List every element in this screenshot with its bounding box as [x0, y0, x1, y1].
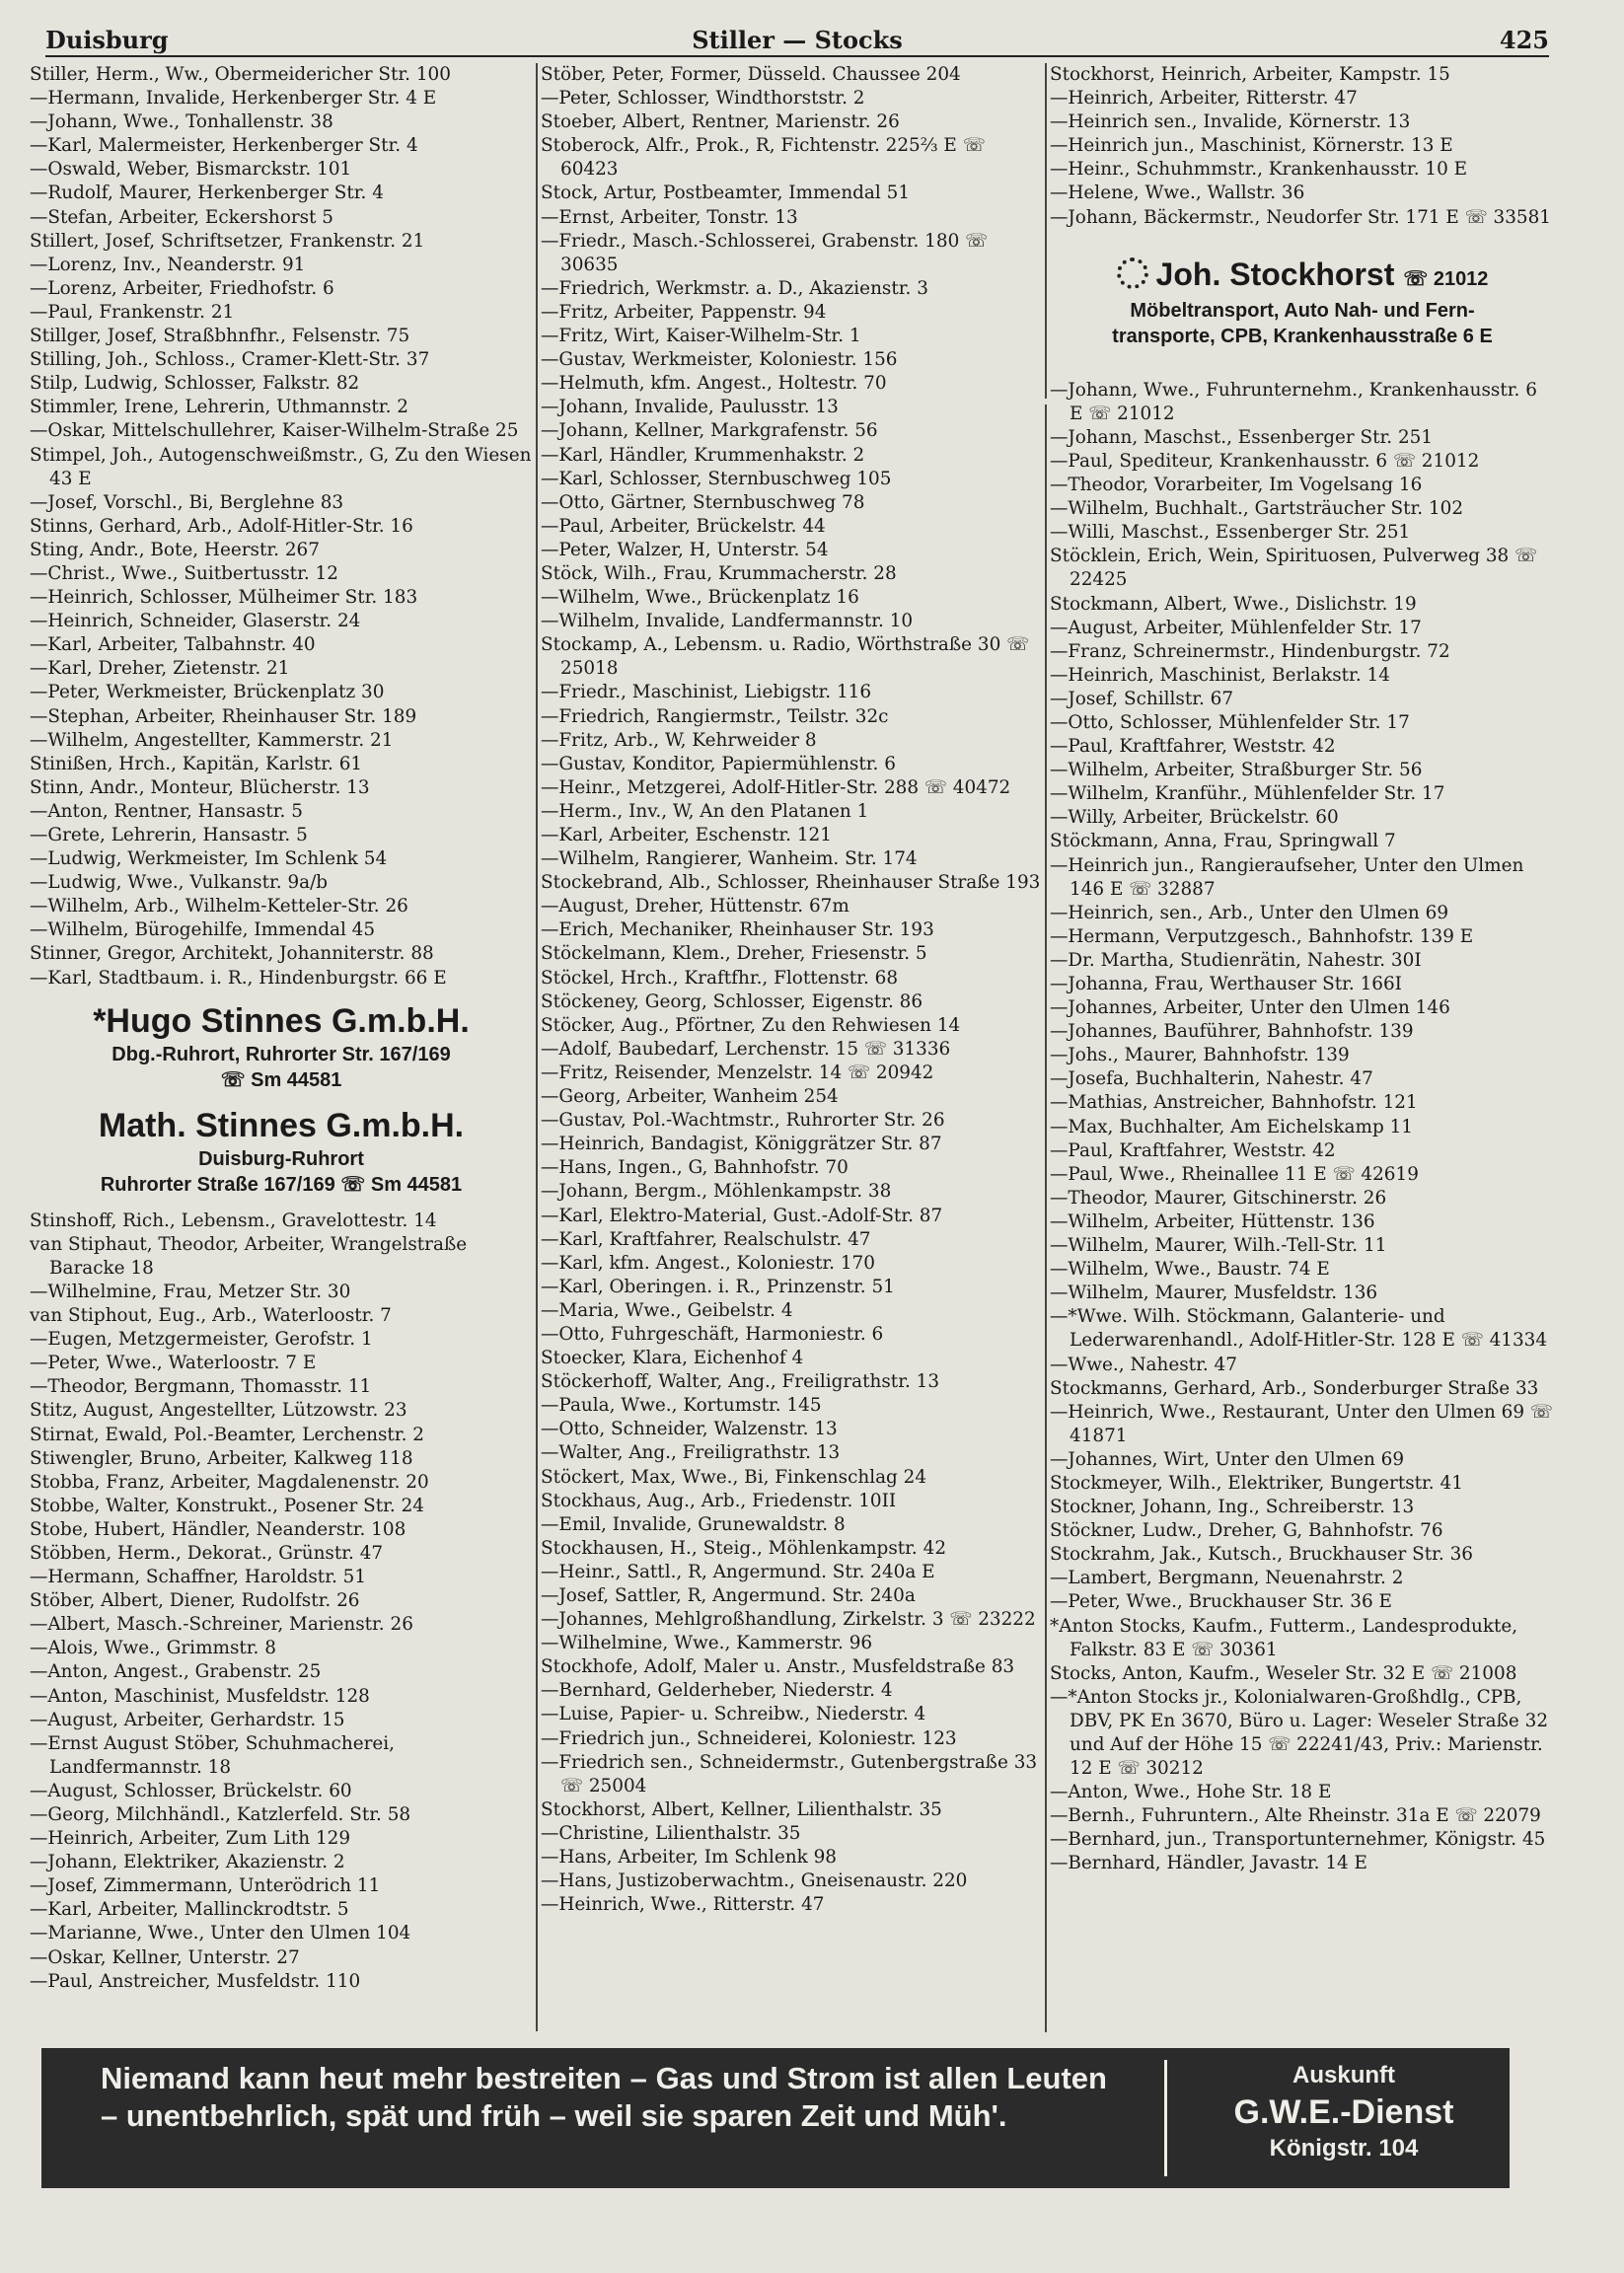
- directory-entry: Sting, Andr., Bote, Heerstr. 267: [30, 539, 320, 560]
- directory-entry: —Heinrich jun., Rangieraufseher, Unter den Ulmen 146 E ☏ 32887: [1050, 854, 1524, 900]
- directory-entry: —Wilhelm, Arbeiter, Straßburger Str. 56: [1050, 760, 1423, 781]
- directory-entry: —Johann, Wwe., Tonhallenstr. 38: [30, 111, 333, 133]
- directory-entry: —Johann, Maschst., Essenberger Str. 251: [1050, 426, 1434, 448]
- directory-entry: —Paul, Frankenstr. 21: [30, 301, 235, 323]
- directory-entry: —Josef, Schillstr. 67: [1050, 688, 1234, 709]
- directory-entry: —Johann, Bäckermstr., Neudorfer Str. 171 E ☏ 33581: [1050, 206, 1551, 228]
- directory-entry: —Hermann, Invalide, Herkenberger Str. 4 E: [30, 88, 437, 110]
- directory-entry: —Gustav, Werkmeister, Koloniestr. 156: [541, 349, 898, 371]
- ad-company-name: *Hugo Stinnes G.m.b.H.: [93, 1001, 470, 1040]
- directory-entry: —Grete, Lehrerin, Hansastr. 5: [30, 825, 308, 845]
- entry-list: [30, 63, 533, 990]
- header-range: Stiller — Stocks: [692, 26, 903, 54]
- directory-entry: —Paul, Anstreicher, Musfeldstr. 110: [30, 1970, 361, 1992]
- directory-entry: —Alois, Wwe., Grimmstr. 8: [30, 1638, 276, 1659]
- directory-entry: —Helene, Wwe., Wallstr. 36: [1050, 183, 1305, 204]
- directory-entry: —Erich, Mechaniker, Rheinhauser Str. 193: [541, 919, 934, 941]
- footer-box-service: G.W.E.-Dienst: [1233, 2093, 1454, 2131]
- directory-entry: Stirnat, Ewald, Pol.-Beamter, Lerchenstr. 2: [30, 1424, 424, 1445]
- directory-entry: —Gustav, Konditor, Papiermühlenstr. 6: [541, 753, 896, 774]
- directory-entry: Stöbben, Herm., Dekorat., Grünstr. 47: [30, 1542, 384, 1564]
- directory-entry: —Johannes, Mehlgroßhandlung, Zirkelstr. 3 ☏ 23222: [541, 1609, 1036, 1631]
- directory-entry: —Oskar, Mittelschullehrer, Kaiser-Wilhelm-Straße 25: [30, 420, 519, 442]
- directory-entry: —Josef, Sattler, R, Angermund. Str. 240a: [541, 1585, 916, 1606]
- directory-entry: —Johann, Kellner, Markgrafenstr. 56: [541, 420, 878, 442]
- directory-entry: —August, Dreher, Hüttenstr. 67m: [541, 896, 849, 917]
- directory-entry: —Bernhard, Händler, Javastr. 14 E: [1050, 1853, 1367, 1874]
- directory-entry: —Albert, Masch.-Schreiner, Marienstr. 26: [30, 1614, 413, 1636]
- directory-entry: —Wilhelm, Maurer, Musfeldstr. 136: [1050, 1283, 1378, 1304]
- directory-entry: Stimmler, Irene, Lehrerin, Uthmannstr. 2: [30, 397, 408, 418]
- directory-entry: —Wilhelmine, Frau, Metzer Str. 30: [30, 1281, 351, 1302]
- directory-entry: —Hans, Arbeiter, Im Schlenk 98: [541, 1847, 838, 1869]
- directory-entry: —Ernst August Stöber, Schuhmacherei, Landfermannstr. 18: [30, 1732, 395, 1778]
- directory-entry: —Ludwig, Wwe., Vulkanstr. 9a/b: [30, 872, 329, 894]
- directory-entry: Stockamp, A., Lebensm. u. Radio, Wörthstraße 30 ☏ 25018: [541, 634, 1030, 680]
- directory-entry: —Josef, Vorschl., Bi, Berglehne 83: [30, 491, 344, 513]
- directory-entry: —Otto, Schlosser, Mühlenfelder Str. 17: [1050, 711, 1410, 733]
- directory-entry: Stoberock, Alfr., Prok., R, Fichtenstr. 225⅔ E ☏ 60423: [541, 135, 986, 181]
- directory-entry: —Wilhelm, Wwe., Baustr. 74 E: [1050, 1259, 1330, 1281]
- directory-entry: —Karl, Händler, Krummenhakstr. 2: [541, 444, 865, 466]
- directory-entry: Stiwengler, Bruno, Arbeiter, Kalkweg 118: [30, 1447, 413, 1469]
- directory-entry: Stockhausen, H., Steig., Möhlenkampstr. 42: [541, 1537, 947, 1559]
- directory-entry: —Anton, Angest., Grabenstr. 25: [30, 1661, 322, 1683]
- ad-hugo-stinnes: [30, 1000, 533, 1093]
- directory-entry: —Heinrich sen., Invalide, Körnerstr. 13: [1050, 111, 1411, 133]
- directory-entry: —Karl, Dreher, Zietenstr. 21: [30, 658, 290, 680]
- entry-list: [1050, 63, 1555, 230]
- directory-entry: —Johann, Wwe., Fuhrunternehm., Krankenhausstr. 6 E ☏ 21012: [1050, 379, 1537, 424]
- directory-entry: —Johannes, Wirt, Unter den Ulmen 69: [1050, 1448, 1405, 1470]
- footer-box-title: Auskunft: [1292, 2062, 1395, 2089]
- ad-line: transporte, CPB, Krankenhausstraße 6 E: [1112, 325, 1493, 347]
- directory-entry: —Peter, Wwe., Waterloostr. 7 E: [30, 1353, 317, 1374]
- directory-entry: —Heinrich, Schlosser, Mülheimer Str. 183: [30, 587, 418, 609]
- directory-entry: —Wilhelm, Maurer, Wilh.-Tell-Str. 11: [1050, 1235, 1387, 1257]
- directory-entry: —Hermann, Verputzgesch., Bahnhofstr. 139 E: [1050, 925, 1474, 947]
- column-divider: [1045, 63, 1047, 399]
- directory-entry: —Max, Buchhalter, Am Eichelskamp 11: [1050, 1116, 1413, 1137]
- directory-entry: —Friedrich sen., Schneidermstr., Gutenbergstraße 33 ☏ 25004: [541, 1751, 1038, 1796]
- directory-entry: —Herm., Inv., W, An den Platanen 1: [541, 800, 869, 822]
- directory-entry: —Heinrich jun., Maschinist, Körnerstr. 13 E: [1050, 135, 1453, 157]
- directory-entry: —Paul, Arbeiter, Brückelstr. 44: [541, 515, 826, 537]
- directory-entry: —Fritz, Wirt, Kaiser-Wilhelm-Str. 1: [541, 326, 861, 347]
- directory-entry: —Friedrich, Werkmstr. a. D., Akazienstr. 3: [541, 277, 928, 299]
- directory-entry: —Friedr., Masch.-Schlosserei, Grabenstr. 180 ☏ 30635: [541, 230, 989, 275]
- directory-entry: Stöckelmann, Klem., Dreher, Friesenstr. 5: [541, 943, 927, 965]
- directory-entry: Stoeber, Albert, Rentner, Marienstr. 26: [541, 111, 900, 133]
- directory-entry: Stoecker, Klara, Eichenhof 4: [541, 1348, 804, 1369]
- directory-entry: —Otto, Gärtner, Sternbuschweg 78: [541, 491, 865, 513]
- directory-entry: —Karl, Oberingen. i. R., Prinzenstr. 51: [541, 1276, 895, 1297]
- directory-entry: —Lambert, Bergmann, Neuenahrstr. 2: [1050, 1568, 1404, 1589]
- directory-entry: —Heinrich, Arbeiter, Zum Lith 129: [30, 1828, 351, 1850]
- directory-entry: —Theodor, Maurer, Gitschinerstr. 26: [1050, 1187, 1387, 1209]
- directory-entry: —Heinrich, Arbeiter, Ritterstr. 47: [1050, 88, 1358, 110]
- directory-entry: Stockhaus, Aug., Arb., Friedenstr. 10II: [541, 1490, 897, 1511]
- directory-entry: Stöcker, Aug., Pförtner, Zu den Rehwiesen 14: [541, 1014, 961, 1036]
- directory-entry: Stockmann, Albert, Wwe., Dislichstr. 19: [1050, 593, 1417, 615]
- ad-address: Dbg.-Ruhrort, Ruhrorter Str. 167/169: [111, 1043, 451, 1065]
- directory-entry: —Paul, Kraftfahrer, Weststr. 42: [1050, 1139, 1336, 1161]
- directory-entry: —Johann, Bergm., Möhlenkampstr. 38: [541, 1181, 892, 1203]
- directory-entry: —Lorenz, Inv., Neanderstr. 91: [30, 254, 306, 275]
- directory-entry: —Marianne, Wwe., Unter den Ulmen 104: [30, 1923, 411, 1944]
- directory-entry: Stockhorst, Albert, Kellner, Lilienthalstr. 35: [541, 1798, 942, 1820]
- directory-entry: —Wilhelm, Bürogehilfe, Immendal 45: [30, 919, 376, 941]
- directory-entry: —Adolf, Baubedarf, Lerchenstr. 15 ☏ 31336: [541, 1038, 951, 1060]
- directory-entry: —Fritz, Arbeiter, Pappenstr. 94: [541, 301, 827, 323]
- directory-entry: Stöber, Peter, Former, Düsseld. Chaussee 204: [541, 64, 961, 85]
- directory-entry: —Stefan, Arbeiter, Eckershorst 5: [30, 206, 333, 228]
- directory-entry: —Heinrich, Bandagist, Königgrätzer Str. 87: [541, 1134, 942, 1155]
- directory-entry: —Karl, Kraftfahrer, Realschulstr. 47: [541, 1228, 871, 1250]
- directory-entry: Stillert, Josef, Schriftsetzer, Frankenstr. 21: [30, 230, 425, 252]
- directory-entry: —Eugen, Metzgermeister, Gerofstr. 1: [30, 1329, 373, 1351]
- directory-entry: Stilling, Joh., Schloss., Cramer-Klett-Str. 37: [30, 349, 430, 371]
- directory-entry: Stockmanns, Gerhard, Arb., Sonderburger Straße 33: [1050, 1377, 1539, 1399]
- directory-entry: —Paul, Spediteur, Krankenhausstr. 6 ☏ 21012: [1050, 450, 1480, 472]
- directory-entry: Stinner, Gregor, Architekt, Johanniterstr. 88: [30, 943, 434, 965]
- directory-entry: —Dr. Martha, Studienrätin, Nahestr. 30I: [1050, 949, 1422, 971]
- column-2: [541, 63, 1042, 2042]
- directory-entry: —Karl, Elektro-Material, Gust.-Adolf-Str. 87: [541, 1205, 943, 1226]
- directory-entry: —Maria, Wwe., Geibelstr. 4: [541, 1299, 793, 1321]
- directory-entry: —Johannes, Arbeiter, Unter den Ulmen 146: [1050, 997, 1450, 1019]
- directory-entry: —Friedrich, Rangiermstr., Teilstr. 32c: [541, 705, 889, 727]
- directory-entry: —Karl, Arbeiter, Mallinckrodtstr. 5: [30, 1899, 349, 1921]
- directory-entry: —Helmuth, kfm. Angest., Holtestr. 70: [541, 373, 887, 395]
- directory-entry: van Stiphaut, Theodor, Arbeiter, Wrangelstraße Baracke 18: [30, 1233, 468, 1279]
- footer-divider: [1164, 2060, 1167, 2176]
- directory-entry: —Georg, Arbeiter, Wanheim 254: [541, 1086, 839, 1108]
- directory-entry: —Wilhelm, Invalide, Landfermannstr. 10: [541, 611, 914, 632]
- directory-entry: —Wilhelm, Buchhalt., Gartsträucher Str. 102: [1050, 498, 1464, 520]
- page-number: 425: [1499, 26, 1549, 54]
- directory-entry: Stöckert, Max, Wwe., Bi, Finkenschlag 24: [541, 1466, 927, 1488]
- directory-entry: —Peter, Werkmeister, Brückenplatz 30: [30, 682, 385, 703]
- directory-entry: —Wilhelm, Wwe., Brückenplatz 16: [541, 587, 859, 609]
- directory-entry: —Heinrich, Schneider, Glaserstr. 24: [30, 611, 361, 632]
- directory-entry: —Gustav, Pol.-Wachtmstr., Ruhrorter Str. 26: [541, 1110, 945, 1132]
- directory-entry: —Wilhelm, Arb., Wilhelm-Ketteler-Str. 26: [30, 896, 408, 917]
- directory-entry: —Theodor, Bergmann, Thomasstr. 11: [30, 1376, 372, 1398]
- directory-entry: —Otto, Schneider, Walzenstr. 13: [541, 1419, 838, 1440]
- ad-phone: ☏ 21012: [1403, 267, 1489, 290]
- directory-entry: —Johann, Invalide, Paulusstr. 13: [541, 397, 839, 418]
- directory-entry: —Friedrich jun., Schneiderei, Koloniestr. 123: [541, 1727, 957, 1749]
- directory-entry: van Stiphout, Eug., Arb., Waterloostr. 7: [30, 1305, 392, 1327]
- directory-entry: —Theodor, Vorarbeiter, Im Vogelsang 16: [1050, 475, 1423, 496]
- directory-entry: Stöckeney, Georg, Schlosser, Eigenstr. 86: [541, 990, 923, 1012]
- directory-entry: —Johs., Maurer, Bahnhofstr. 139: [1050, 1045, 1350, 1066]
- directory-entry: —Ernst, Arbeiter, Tonstr. 13: [541, 206, 798, 228]
- directory-entry: —Wilhelm, Kranführ., Mühlenfelder Str. 17: [1050, 783, 1445, 805]
- directory-entry: —Fritz, Arb., W, Kehrweider 8: [541, 729, 817, 751]
- directory-entry: Stöck, Wilh., Frau, Krummacherstr. 28: [541, 562, 897, 584]
- directory-entry: Stinn, Andr., Monteur, Blücherstr. 13: [30, 776, 370, 798]
- directory-entry: —Heinr., Metzgerei, Adolf-Hitler-Str. 288 ☏ 40472: [541, 776, 1011, 798]
- logo-ring-icon: [1117, 257, 1148, 289]
- directory-entry: —Peter, Schlosser, Windthorststr. 2: [541, 88, 865, 110]
- directory-entry: —Wilhelm, Arbeiter, Hüttenstr. 136: [1050, 1210, 1375, 1232]
- directory-entry: —Emil, Invalide, Grunewaldstr. 8: [541, 1513, 846, 1535]
- directory-entry: Stillger, Josef, Straßbhnfhr., Felsenstr. 75: [30, 326, 410, 347]
- directory-entry: —Willy, Arbeiter, Brückelstr. 60: [1050, 807, 1339, 829]
- directory-entry: —Johannes, Bauführer, Bahnhofstr. 139: [1050, 1021, 1414, 1043]
- directory-entry: —Wwe., Nahestr. 47: [1050, 1354, 1237, 1375]
- directory-entry: Stockhorst, Heinrich, Arbeiter, Kampstr. 15: [1050, 64, 1450, 85]
- directory-entry: —Wilhelm, Angestellter, Kammerstr. 21: [30, 729, 394, 751]
- directory-entry: —Johanna, Frau, Werthauser Str. 166I: [1050, 974, 1402, 994]
- directory-entry: —Heinr., Sattl., R, Angermund. Str. 240a E: [541, 1561, 935, 1582]
- ad-company-name: Joh. Stockhorst: [1155, 256, 1395, 292]
- directory-entry: —August, Schlosser, Brückelstr. 60: [30, 1780, 352, 1801]
- directory-entry: —Christine, Lilienthalstr. 35: [541, 1822, 801, 1844]
- directory-entry: —August, Arbeiter, Mühlenfelder Str. 17: [1050, 617, 1422, 638]
- directory-entry: —Otto, Fuhrgeschäft, Harmoniestr. 6: [541, 1323, 884, 1345]
- directory-entry: Stocks, Anton, Kaufm., Weseler Str. 32 E ☏ 21008: [1050, 1662, 1517, 1684]
- directory-entry: —Christ., Wwe., Suitbertusstr. 12: [30, 562, 338, 584]
- directory-entry: Stinns, Gerhard, Arb., Adolf-Hitler-Str. 16: [30, 515, 413, 537]
- directory-entry: —Ludwig, Werkmeister, Im Schlenk 54: [30, 848, 388, 870]
- footer-box-address: Königstr. 104: [1269, 2135, 1419, 2162]
- directory-entry: Stöckner, Ludw., Dreher, G, Bahnhofstr. 76: [1050, 1520, 1443, 1542]
- column-divider: [1045, 404, 1047, 2032]
- directory-entry: —Wilhelm, Rangierer, Wanheim. Str. 174: [541, 848, 918, 870]
- directory-entry: —Georg, Milchhändl., Katzlerfeld. Str. 58: [30, 1804, 411, 1825]
- directory-entry: Stockner, Johann, Ing., Schreiberstr. 13: [1050, 1497, 1415, 1518]
- directory-entry: —Oskar, Kellner, Unterstr. 27: [30, 1946, 300, 1968]
- directory-entry: —Mathias, Anstreicher, Bahnhofstr. 121: [1050, 1092, 1418, 1114]
- directory-entry: —Josef, Zimmermann, Unterödrich 11: [30, 1875, 381, 1897]
- ad-phone: ☏ Sm 44581: [220, 1068, 342, 1091]
- directory-entry: —Josefa, Buchhalterin, Nahestr. 47: [1050, 1068, 1373, 1090]
- directory-entry: —Heinrich, Wwe., Restaurant, Unter den Ulmen 69 ☏ 41871: [1050, 1401, 1553, 1446]
- directory-entry: —Anton, Wwe., Hohe Str. 18 E: [1050, 1782, 1332, 1803]
- ad-company-name: Math. Stinnes G.m.b.H.: [98, 1106, 465, 1144]
- directory-entry: —Anton, Rentner, Hansastr. 5: [30, 800, 303, 822]
- column-divider: [536, 63, 538, 2031]
- directory-entry: —Lorenz, Arbeiter, Friedhofstr. 6: [30, 277, 334, 299]
- directory-entry: *Anton Stocks, Kaufm., Futterm., Landesprodukte, Falkstr. 83 E ☏ 30361: [1050, 1615, 1518, 1660]
- directory-entry: —*Anton Stocks jr., Kolonialwaren-Großhdlg., CPB, DBV, PK En 3670, Büro u. Lager: Weseler Straße 32 und Auf der Höhe 15 ☏ 22241/43, Priv.: Marienstr. 12 E ☏ 30212: [1050, 1686, 1549, 1780]
- directory-entry: Stöckerhoff, Walter, Ang., Freiligrathstr. 13: [541, 1371, 940, 1393]
- directory-entry: —Luise, Papier- u. Schreibw., Niederstr. 4: [541, 1704, 926, 1725]
- directory-entry: —Fritz, Reisender, Menzelstr. 14 ☏ 20942: [541, 1062, 934, 1083]
- directory-entry: —Franz, Schreinermstr., Hindenburgstr. 72: [1050, 640, 1450, 662]
- directory-entry: —Karl, kfm. Angest., Koloniestr. 170: [541, 1252, 875, 1274]
- directory-entry: Stöckmann, Anna, Frau, Springwall 7: [1050, 831, 1396, 852]
- directory-entry: —Stephan, Arbeiter, Rheinhauser Str. 189: [30, 705, 417, 727]
- directory-entry: —Paula, Wwe., Kortumstr. 145: [541, 1395, 822, 1417]
- directory-entry: —Karl, Arbeiter, Talbahnstr. 40: [30, 634, 316, 656]
- directory-entry: Stobbe, Walter, Konstrukt., Posener Str. 24: [30, 1495, 425, 1516]
- ad-city: Duisburg-Ruhrort: [198, 1147, 364, 1170]
- directory-entry: —August, Arbeiter, Gerhardstr. 15: [30, 1709, 345, 1730]
- directory-entry: —Hans, Ingen., G, Bahnhofstr. 70: [541, 1157, 849, 1179]
- ad-address: Ruhrorter Straße 167/169 ☏ Sm 44581: [100, 1173, 463, 1196]
- footer-advert: [41, 2048, 1510, 2188]
- directory-entry: Stobba, Franz, Arbeiter, Magdalenenstr. 20: [30, 1471, 429, 1493]
- directory-entry: —Karl, Arbeiter, Eschenstr. 121: [541, 825, 832, 845]
- ad-line: Möbeltransport, Auto Nah- und Fern-: [1130, 299, 1475, 322]
- directory-entry: —*Wwe. Wilh. Stöckmann, Galanterie- und Lederwarenhandl., Adolf-Hitler-Str. 128 E ☏ 41334: [1050, 1306, 1548, 1352]
- directory-entry: Stiller, Herm., Ww., Obermeidericher Str. 100: [30, 64, 451, 85]
- directory-entry: —Walter, Ang., Freiligrathstr. 13: [541, 1442, 841, 1464]
- directory-entry: —Johann, Elektriker, Akazienstr. 2: [30, 1852, 345, 1873]
- header-city: Duisburg: [45, 26, 169, 54]
- directory-entry: Stock, Artur, Postbeamter, Immendal 51: [541, 183, 911, 204]
- directory-entry: —Wilhelmine, Wwe., Kammerstr. 96: [541, 1633, 873, 1654]
- directory-entry: —Bernhard, jun., Transportunternehmer, Königstr. 45: [1050, 1829, 1546, 1851]
- directory-entry: Stockmeyer, Wilh., Elektriker, Bungertstr. 41: [1050, 1472, 1463, 1494]
- directory-entry: —Heinrich, sen., Arb., Unter den Ulmen 69: [1050, 902, 1449, 923]
- directory-entry: Stöcklein, Erich, Wein, Spirituosen, Pulverweg 38 ☏ 22425: [1050, 546, 1538, 591]
- directory-entry: —Paul, Wwe., Rheinallee 11 E ☏ 42619: [1050, 1163, 1419, 1185]
- entry-list: [30, 1210, 533, 1994]
- directory-entry: —Peter, Walzer, H, Unterstr. 54: [541, 539, 829, 560]
- directory-entry: Stilp, Ludwig, Schlosser, Falkstr. 82: [30, 373, 360, 395]
- directory-entry: Stimpel, Joh., Autogenschweißmstr., G, Zu den Wiesen 43 E: [30, 444, 532, 489]
- directory-entry: —Heinrich, Wwe., Ritterstr. 47: [541, 1894, 825, 1916]
- directory-entry: —Hans, Justizoberwachtm., Gneisenaustr. 220: [541, 1870, 968, 1892]
- directory-entry: Stockrahm, Jak., Kutsch., Bruckhauser Str. 36: [1050, 1544, 1473, 1566]
- directory-entry: —Hermann, Schaffner, Haroldstr. 51: [30, 1567, 367, 1588]
- directory-entry: —Willi, Maschst., Essenberger Str. 251: [1050, 522, 1411, 544]
- ad-math-stinnes: [30, 1105, 533, 1198]
- directory-entry: Stockhofe, Adolf, Maler u. Anstr., Musfeldstraße 83: [541, 1656, 1015, 1678]
- directory-entry: —Paul, Kraftfahrer, Weststr. 42: [1050, 736, 1336, 758]
- footer-slogan: Niemand kann heut mehr bestreiten – Gas und Strom ist allen Leuten – unentbehrlich, spät und früh – weil sie sparen Zeit und Müh'.: [101, 2061, 1107, 2133]
- directory-entry: Stinißen, Hrch., Kapitän, Karlstr. 61: [30, 753, 363, 774]
- directory-entry: —Anton, Maschinist, Musfeldstr. 128: [30, 1685, 370, 1707]
- directory-entry: —Karl, Schlosser, Sternbuschweg 105: [541, 468, 892, 489]
- directory-entry: —Peter, Wwe., Bruckhauser Str. 36 E: [1050, 1591, 1392, 1613]
- directory-entry: Stockebrand, Alb., Schlosser, Rheinhauser Straße 193: [541, 872, 1041, 894]
- directory-entry: —Karl, Stadtbaum. i. R., Hindenburgstr. 66 E: [30, 967, 447, 989]
- directory-entry: —Oswald, Weber, Bismarckstr. 101: [30, 159, 352, 181]
- directory-entry: —Heinrich, Maschinist, Berlakstr. 14: [1050, 664, 1390, 686]
- directory-entry: Stöber, Albert, Diener, Rudolfstr. 26: [30, 1590, 360, 1612]
- directory-entry: —Friedr., Maschinist, Liebigstr. 116: [541, 682, 872, 703]
- directory-entry: —Karl, Malermeister, Herkenberger Str. 4: [30, 135, 418, 157]
- directory-entry: —Rudolf, Maurer, Herkenberger Str. 4: [30, 183, 384, 204]
- footer-info-box: [1186, 2060, 1502, 2164]
- directory-entry: Stobe, Hubert, Händler, Neanderstr. 108: [30, 1518, 406, 1540]
- column-3: [1050, 63, 1555, 2042]
- directory-entry: Stöckel, Hrch., Kraftfhr., Flottenstr. 68: [541, 967, 899, 989]
- page-header: [45, 22, 1549, 57]
- column-1: [30, 63, 533, 2042]
- directory-entry: —Heinr., Schuhmmstr., Krankenhausstr. 10 E: [1050, 159, 1468, 181]
- directory-entry: —Bernh., Fuhruntern., Alte Rheinstr. 31a E ☏ 22079: [1050, 1805, 1541, 1827]
- directory-entry: Stitz, August, Angestellter, Lützowstr. 23: [30, 1400, 407, 1422]
- directory-entry: Stinshoff, Rich., Lebensm., Gravelottestr. 14: [30, 1210, 437, 1231]
- ad-joh-stockhorst: [1050, 256, 1555, 349]
- entry-list: [1050, 379, 1555, 1876]
- directory-entry: —Bernhard, Gelderheber, Niederstr. 4: [541, 1680, 893, 1702]
- entry-list: [541, 63, 1042, 1917]
